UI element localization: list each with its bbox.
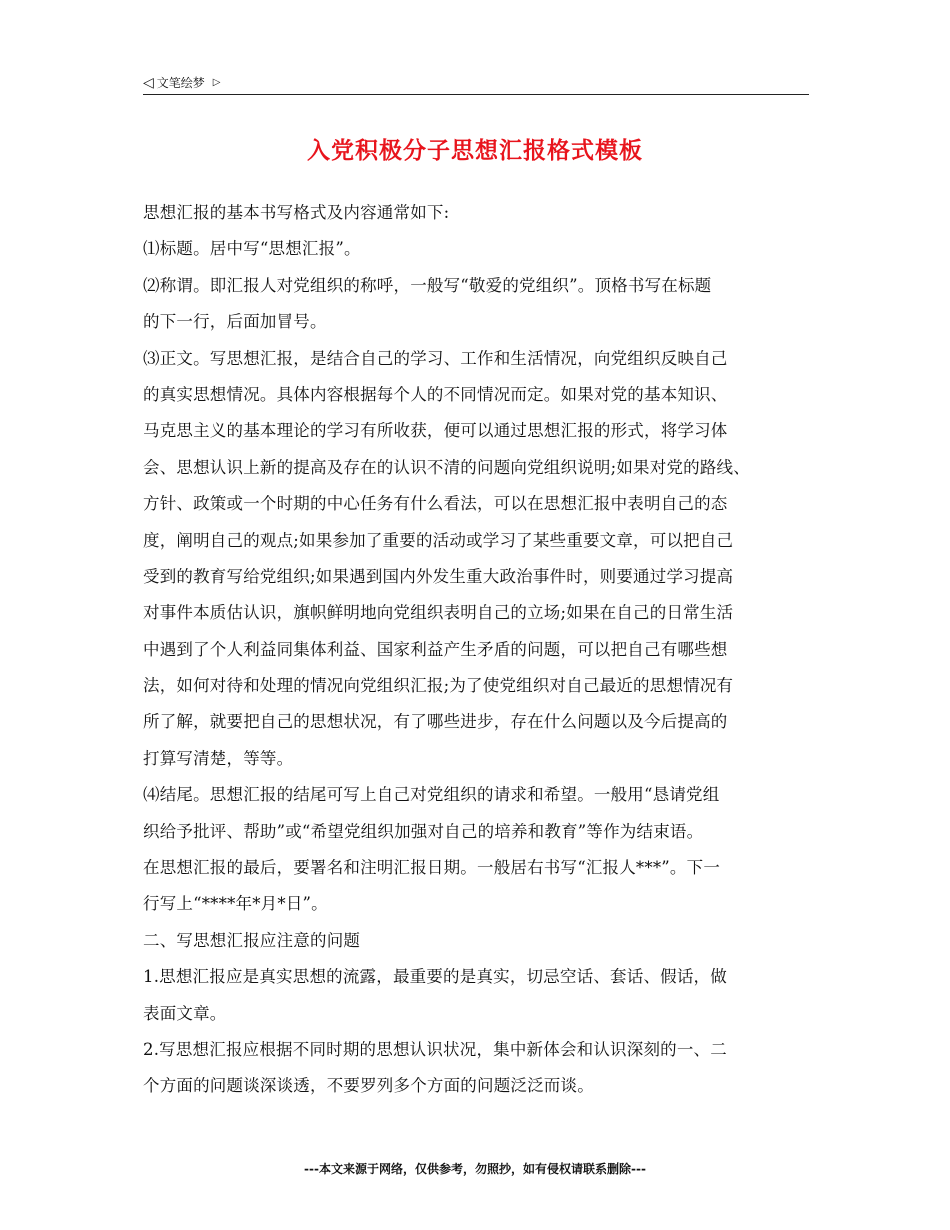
body-line: ⑴标题。居中写“思想汇报”。 (143, 239, 361, 259)
document-body (143, 204, 813, 1114)
body-line: ⑶正文。写思想汇报，是结合自己的学习、工作和生活情况，向党组织反映自己 (143, 348, 728, 368)
body-line: 度，阐明自己的观点;如果参加了重要的活动或学习了某些重要文章，可以把自己 (143, 530, 734, 550)
right-triangle-icon: ▷ (212, 76, 221, 88)
body-line: 二、写思想汇报应注意的问题 (143, 930, 361, 950)
header-brand-text: 文笔绘梦 (156, 76, 205, 90)
document-title: 入党积极分子思想汇报格式模板 (307, 138, 643, 164)
body-line: ⑵称谓。即汇报人对党组织的称呼，一般写“敬爱的党组织”。顶格书写在标题 (143, 275, 712, 295)
body-line: 1.思想汇报应是真实思想的流露，最重要的是真实，切忌空话、套话、假话，做 (143, 967, 727, 987)
body-line: 会、思想认识上新的提高及存在的认识不清的问题向党组织说明;如果对党的路线、 (143, 457, 750, 477)
body-line: 织给予批评、帮助”或“希望党组织加强对自己的培养和教育”等作为结束语。 (143, 821, 704, 841)
body-line: 所了解，就要把自己的思想状况，有了哪些进步，存在什么问题以及今后提高的 (143, 712, 728, 732)
body-line: 的下一行，后面加冒号。 (143, 312, 327, 332)
body-line: 对事件本质估认识，旗帜鲜明地向党组织表明自己的立场;如果在自己的日常生活 (143, 603, 734, 623)
page-footer: ---本文来源于网络，仅供参考，勿照抄，如有侵权请联系删除--- (304, 1162, 646, 1176)
body-line: 思想汇报的基本书写格式及内容通常如下: (143, 203, 450, 222)
body-line: 受到的教育写给党组织;如果遇到国内外发生重大政治事件时，则要通过学习提高 (143, 566, 734, 586)
page-header (143, 72, 809, 95)
body-line: 法，如何对待和处理的情况向党组织汇报;为了使党组织对自己最近的思想情况有 (143, 676, 734, 696)
body-line: 的真实思想情况。具体内容根据每个人的不同情况而定。如果对党的基本知识、 (143, 384, 728, 404)
body-line: 中遇到了个人利益同集体利益、国家利益产生矛盾的问题，可以把自己有哪些想 (143, 639, 728, 659)
header-brand-group (143, 74, 221, 91)
body-line: 打算写清楚，等等。 (143, 748, 294, 768)
body-line: 表面文章。 (143, 1003, 227, 1023)
body-line: 2.写思想汇报应根据不同时期的思想认识状况，集中新体会和认识深刻的一、二 (143, 1039, 727, 1059)
body-line: 马克思主义的基本理论的学习有所收获，便可以通过思想汇报的形式，将学习体 (143, 421, 728, 441)
body-line: ⑷结尾。思想汇报的结尾可写上自己对党组织的请求和希望。一般用“恳请党组 (143, 785, 720, 805)
body-line: 个方面的问题谈深谈透，不要罗列多个方面的问题泛泛而谈。 (143, 1076, 594, 1096)
body-line: 方针、政策或一个时期的中心任务有什么看法，可以在思想汇报中表明自己的态 (143, 494, 728, 514)
body-line: 在思想汇报的最后，要署名和注明汇报日期。一般居右书写“汇报人***”。下一 (143, 858, 721, 878)
body-line: 行写上“****年*月*日”。 (143, 894, 328, 914)
left-triangle-icon: ◁ (143, 74, 154, 91)
